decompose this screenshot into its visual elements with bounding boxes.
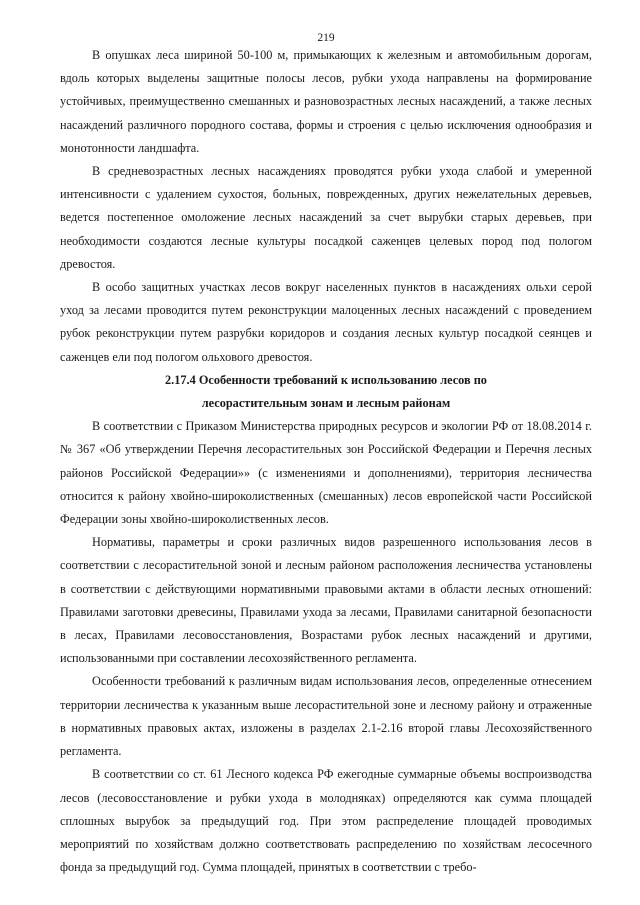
paragraph-ministry-order: В соответствии с Приказом Министерства природных ресурсов и экологии РФ от 18.08.2014 г. № 367 «Об утверждении Перечня лесорастительных зон Российской Федерации и Перечня лесных районов Российской Федерации»» (с изменениями и дополнениями), территория лесничества относится к району хвойно-широколиственных (смешанных) лесов европейской части Российской Федерации зоны хвойно-широколиственных лесов. [60, 419, 592, 527]
paragraph-protected-areas: В особо защитных участках лесов вокруг населенных пунктов в насаждениях ольхи серой уход за лесами проводится путем реконструкции малоценных лесных насаждений с проведением рубок реконструкции путем разрубки коридоров и создания лесных культур посадкой сеянцев и саженцев ели под пологом ольхового древостоя. [60, 280, 592, 364]
page-number: 219 [317, 32, 335, 44]
page-content [60, 44, 592, 879]
paragraph-forest-code-article: В соответствии со ст. 61 Лесного кодекса РФ ежегодные суммарные объемы воспроизводства лесов (лесовосстановление и рубки ухода в молодняках) определяются как сумма площадей сплошных вырубок за предыдущий год. При этом распределение площадей проводимых мероприятий по хозяйствам должно соответствовать распределению по хозяйствам лесосечного фонда за предыдущий год. Сумма площадей, принятых в соответствии с требо- [60, 767, 592, 875]
paragraph-requirements-features: Особенности требований к различным видам использования лесов, определенные отнесением территории лесничества к указанным выше лесорастительной зоне и лесному району и отраженные в нормативных правовых актах, изложены в разделах 2.1-2.16 второй главы Лесохозяйственного регламента. [60, 674, 592, 759]
paragraph-norms-parameters: Нормативы, параметры и сроки различных видов разрешенного использования лесов в соответствии с лесорастительной зоной и лесным районом расположения лесничества установлены в соответствии с действующими нормативными правовыми актами в области лесных отношений: Правилами заготовки древесины, Правилами ухода за лесами, Правилами санитарной безопасности в лесах, Правилами лесовосстановления, Возрастами рубок лесных насаждений и другими, использованными при составлении лесохозяйственного регламента. [60, 535, 592, 666]
section-heading-line-2: лесорастительным зонам и лесным районам [201, 396, 451, 411]
section-heading-line-1: 2.17.4 Особенности требований к использованию лесов по [165, 372, 487, 387]
document-page [60, 0, 592, 905]
paragraph-middle-aged-stands: В средневозрастных лесных насаждениях проводятся рубки ухода слабой и умеренной интенсивности с удалением сухостоя, больных, поврежденных, других нежелательных деревьев, ведется постепенное омоложение лесных насаждений за счет вырубки старых деревьев, при необходимости создаются лесные культуры посадкой саженцев целевых пород под пологом древостоя. [60, 164, 592, 271]
paragraph-forest-edges: В опушках леса шириной 50-100 м, примыкающих к железным и автомобильным дорогам, вдоль которых выделены защитные полосы лесов, рубки ухода направлены на формирование устойчивых, преимущественно смешанных и разновозрастных лесных насаждений, а также лесных насаждений различного породного состава, формы и строения с целью исключения однообразия и монотонности ландшафта. [60, 48, 592, 155]
section-heading [60, 369, 592, 415]
